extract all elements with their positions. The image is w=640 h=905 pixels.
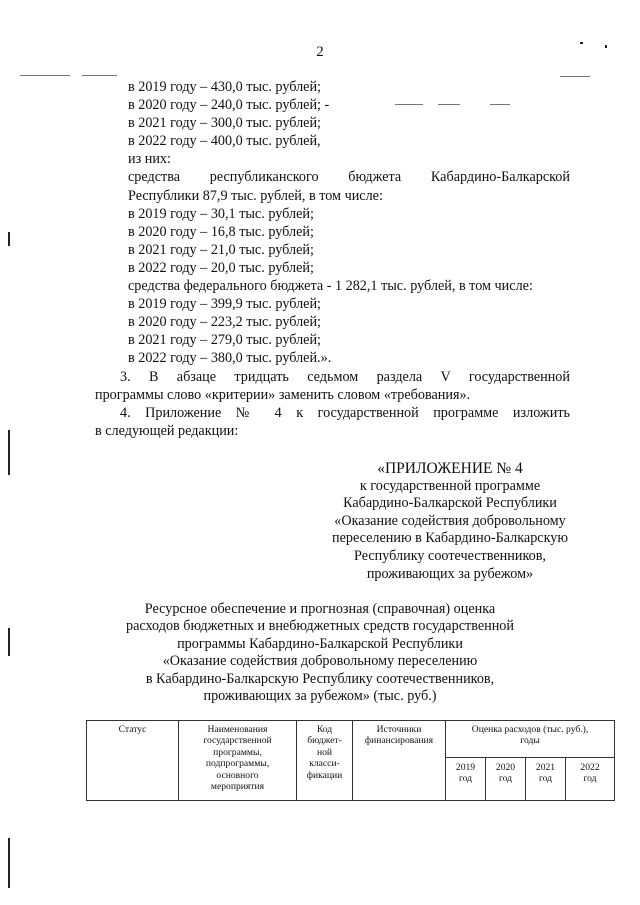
year-line: в 2021 году – 300,0 тыс. рублей;: [128, 115, 321, 132]
title-line: в Кабардино-Балкарскую Республику соотечественников,: [145, 670, 495, 687]
appendix-title: «ПРИЛОЖЕНИЕ № 4: [377, 460, 523, 477]
federal-budget-line: средства федерального бюджета - 1 282,1 тыс. рублей, в том числе:: [128, 278, 533, 295]
budget-table: [86, 720, 615, 801]
paragraph-4-first-line: 4. Приложение № 4 к государственной программе изложить: [120, 405, 570, 421]
scan-artifact-mark: [8, 232, 10, 246]
scan-artifact-mark: [8, 628, 10, 656]
scan-artifact-dash: [82, 75, 117, 76]
paragraph-4: [95, 404, 570, 440]
federal-year-line: в 2019 году – 399,9 тыс. рублей;: [128, 296, 321, 313]
header-budget-code: Код бюджет- ной класси- фикации: [297, 721, 353, 801]
title-line: «Оказание содействия добровольному переселению: [162, 653, 478, 670]
appendix-line: к государственной программе: [359, 477, 541, 494]
republic-year-line: в 2022 году – 20,0 тыс. рублей;: [128, 259, 314, 276]
scan-artifact-mark: [8, 838, 10, 888]
federal-year-line: в 2021 году – 279,0 тыс. рублей;: [128, 332, 321, 349]
title-line: проживающих за рубежом» (тыс. руб.): [203, 688, 437, 705]
appendix-line: переселению в Кабардино-Балкарскую: [332, 530, 568, 547]
republic-year-line: в 2021 году – 21,0 тыс. рублей;: [128, 241, 314, 258]
document-title: [90, 601, 550, 705]
republic-year-line: в 2020 году – 16,8 тыс. рублей;: [128, 223, 314, 240]
page-number: 2: [316, 44, 324, 60]
paragraph-3-rest: программы слово «критерии» заменить словом «требования».: [95, 387, 471, 404]
republic-year-line: в 2019 году – 30,1 тыс. рублей;: [128, 205, 314, 222]
title-line: Ресурсное обеспечение и прогнозная (справочная) оценка: [144, 601, 496, 617]
header-program-name: Наименования государственной программы, подпрограммы, основного мероприятия: [179, 721, 297, 801]
federal-year-line: в 2020 году – 223,2 тыс. рублей;: [128, 314, 321, 331]
paragraph-3-first-line: 3. В абзаце тридцать седьмом раздела V государственной: [120, 369, 570, 385]
republic-budget-line: Республики 87,9 тыс. рублей, в том числе:: [128, 187, 383, 204]
header-year-2021: 2021 год: [526, 758, 566, 801]
scan-artifact-dash: [560, 76, 590, 77]
header-year-2020: 2020 год: [486, 758, 526, 801]
title-line: программы Кабардино-Балкарской Республики: [177, 635, 463, 652]
header-year-2019: 2019 год: [446, 758, 486, 801]
appendix-line: Республику соотечественников,: [354, 547, 546, 564]
title-line: расходов бюджетных и внебюджетных средств государственной: [126, 618, 514, 635]
appendix-line: Кабардино-Балкарской Республики: [343, 495, 557, 512]
header-funding-sources: Источники финансирования: [353, 721, 446, 801]
scan-artifact-mark: [8, 430, 10, 475]
paragraph-3: [95, 368, 570, 404]
appendix-line: «Оказание содействия добровольному: [334, 512, 566, 529]
header-status: Статус: [87, 721, 179, 801]
paragraph-4-rest: в следующей редакции:: [95, 423, 239, 440]
year-line: в 2019 году – 430,0 тыс. рублей;: [128, 79, 321, 95]
scan-artifact-dash: [20, 75, 70, 76]
budget-breakdown: [128, 78, 570, 368]
appendix-line: проживающих за рубежом»: [366, 565, 534, 582]
year-line: в 2022 году – 400,0 тыс. рублей,: [128, 133, 321, 150]
republic-budget-line: средства республиканского бюджета Кабардино-Балкарской: [128, 169, 570, 186]
header-expense-estimate: Оценка расходов (тыс. руб.), годы: [446, 721, 615, 758]
year-line: в 2020 году – 240,0 тыс. рублей; -: [128, 97, 330, 114]
federal-year-line: в 2022 году – 380,0 тыс. рублей.».: [128, 350, 332, 367]
header-year-2022: 2022 год: [566, 758, 615, 801]
appendix-heading: [300, 460, 600, 583]
of-which-line: из них:: [128, 151, 171, 168]
